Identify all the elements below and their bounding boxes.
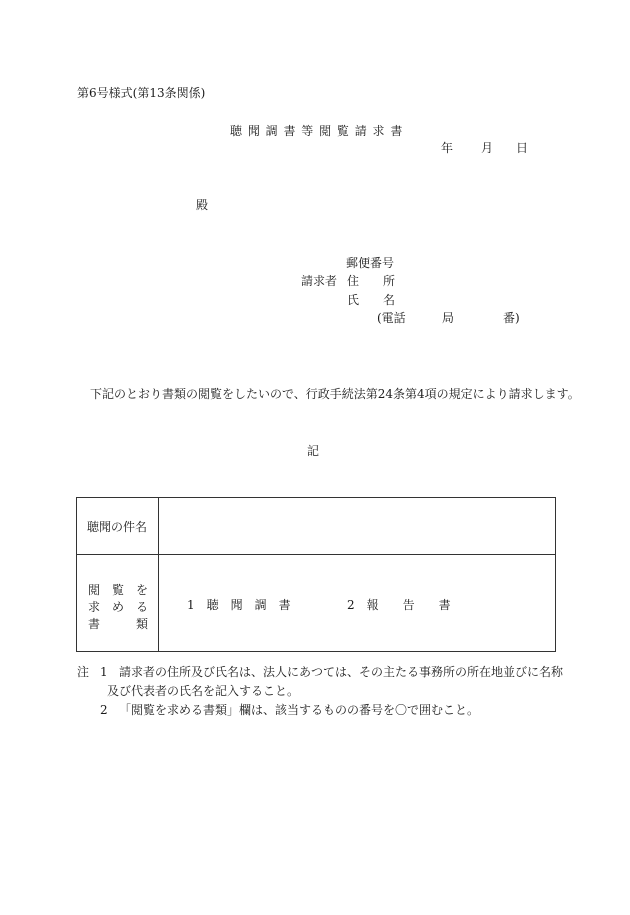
name-label: 氏 名 xyxy=(347,293,396,307)
document-title: 聴 聞 調 書 等 閲 覧 請 求 書 xyxy=(230,124,404,138)
subject-header-cell: 聴聞の件名 xyxy=(87,520,148,534)
phone-number-label: 番) xyxy=(503,311,520,325)
note-2-number: 2 xyxy=(100,703,108,717)
note-1-line-1: 請求者の住所及び氏名は、法人にあつては、その主たる事務所の所在地並びに名称 xyxy=(119,665,564,679)
subject-input-cell[interactable] xyxy=(159,499,554,553)
address-label: 住 所 xyxy=(347,274,396,288)
documents-header-line-2: 求 め る xyxy=(88,600,149,614)
requester-label: 請求者 xyxy=(301,274,338,288)
date-day-label: 日 xyxy=(516,141,529,155)
option-hearing-record[interactable]: 1 聴 聞 調 書 xyxy=(187,598,291,612)
table-row-divider xyxy=(77,554,555,555)
ki-label: 記 xyxy=(307,444,320,458)
addressee-suffix: 殿 xyxy=(196,198,209,212)
date-year-label: 年 xyxy=(441,141,454,155)
notes-label: 注 xyxy=(77,665,90,679)
form-number: 第6号様式(第13条関係) xyxy=(77,86,206,100)
request-form-table xyxy=(76,497,556,652)
date-month-label: 月 xyxy=(481,141,494,155)
note-2-line-1: 「閲覧を求める書類」欄は、該当するものの番号を〇で囲むこと。 xyxy=(119,703,480,717)
phone-exchange-label: 局 xyxy=(442,311,455,325)
note-1-line-2: 及び代表者の氏名を記入すること。 xyxy=(107,684,300,698)
phone-prefix: (電話 xyxy=(377,311,406,325)
documents-header-line-1: 閲 覧 を xyxy=(88,583,149,597)
documents-header-line-3: 書 類 xyxy=(88,617,149,631)
request-statement: 下記のとおり書類の閲覧をしたいので、行政手続法第24条第4項の規定により請求します。 xyxy=(90,387,580,401)
option-report[interactable]: 2 報 告 書 xyxy=(347,598,451,612)
postal-code-label: 郵便番号 xyxy=(346,256,395,270)
note-1-number: 1 xyxy=(100,665,108,679)
